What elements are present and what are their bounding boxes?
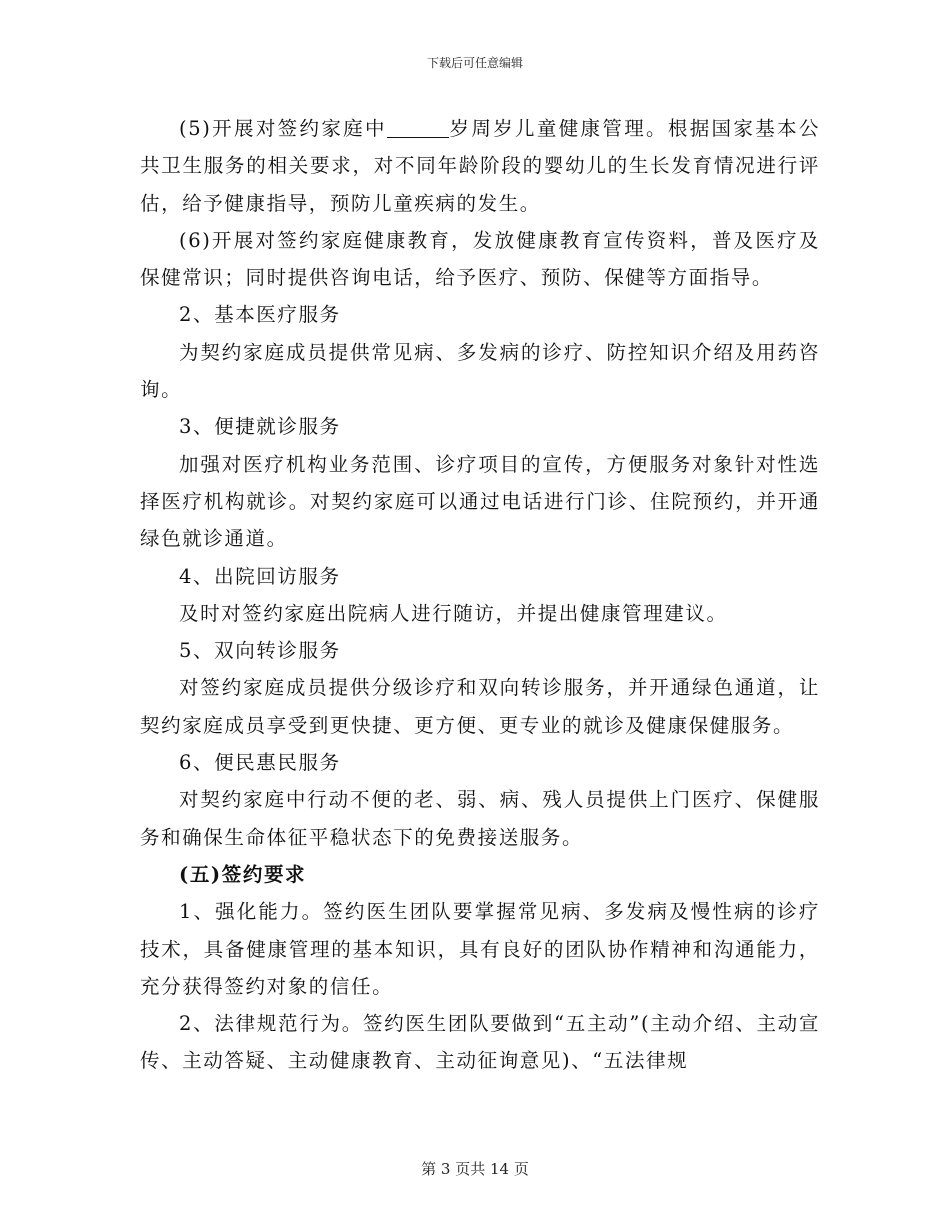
paragraph-5-part-1: (5)开展对签约家庭中 xyxy=(179,117,387,140)
heading-basic-medical-service: 2、基本医疗服务 xyxy=(179,303,341,327)
section-heading-signing-requirements: (五)签约要求 xyxy=(179,862,307,886)
paragraph-convenient-visit-service: 加强对医疗机构业务范围、诊疗项目的宣传，方便服务对象针对性选择医疗机构就诊。对契约家庭可以通过电话进行门诊、住院预约，并开通绿色就诊通道。 xyxy=(140,452,820,551)
page-header: 下载后可任意编辑 xyxy=(426,56,523,70)
paragraph-convenience-service: 对契约家庭中行动不便的老、弱、病、残人员提供上门医疗、保健服务和确保生命体征平稳状态下的免费接送服务。 xyxy=(140,788,820,849)
fill-in-blank xyxy=(387,118,449,139)
heading-convenience-service: 6、便民惠民服务 xyxy=(179,751,341,775)
page-footer: 第 3 页共 14 页 xyxy=(421,1160,529,1178)
paragraph-6-health-education: (6)开展对签约家庭健康教育，发放健康教育宣传资料，普及医疗及保健常识；同时提供咨询电话，给予医疗、预防、保健等方面指导。 xyxy=(140,228,820,290)
paragraph-discharge-followup: 及时对签约家庭出院病人进行随访，并提出健康管理建议。 xyxy=(179,601,728,625)
document-body xyxy=(140,110,820,1080)
heading-discharge-followup: 4、出院回访服务 xyxy=(179,564,341,588)
paragraph-two-way-referral: 对签约家庭成员提供分级诊疗和双向转诊服务，并开通绿色通道，让契约家庭成员享受到更快捷、更方便、更专业的就诊及健康保健服务。 xyxy=(140,676,820,737)
paragraph-strengthen-ability: 1、强化能力。签约医生团队要掌握常见病、多发病及慢性病的诊疗技术，具备健康管理的基本知识，具有良好的团队协作精神和沟通能力，充分获得签约对象的信任。 xyxy=(140,900,820,998)
paragraph-5-part-2: 岁周岁儿童健康管理。根据国家基本公共卫生服务的相关要求，对不同年龄阶段的婴幼儿的生长发育情况进行评估，给予健康指导，预防儿童疾病的发生。 xyxy=(140,117,820,215)
paragraph-5-child-health xyxy=(140,110,820,222)
paragraph-legal-conduct: 2、法律规范行为。签约医生团队要做到“五主动”(主动介绍、主动宣传、主动答疑、主动健康教育、主动征询意见)、“五法律规 xyxy=(140,1012,820,1073)
heading-convenient-visit-service: 3、便捷就诊服务 xyxy=(179,415,341,439)
heading-two-way-referral: 5、双向转诊服务 xyxy=(179,639,341,663)
paragraph-basic-medical-service: 为契约家庭成员提供常见病、多发病的诊疗、防控知识介绍及用药咨询。 xyxy=(140,340,820,402)
